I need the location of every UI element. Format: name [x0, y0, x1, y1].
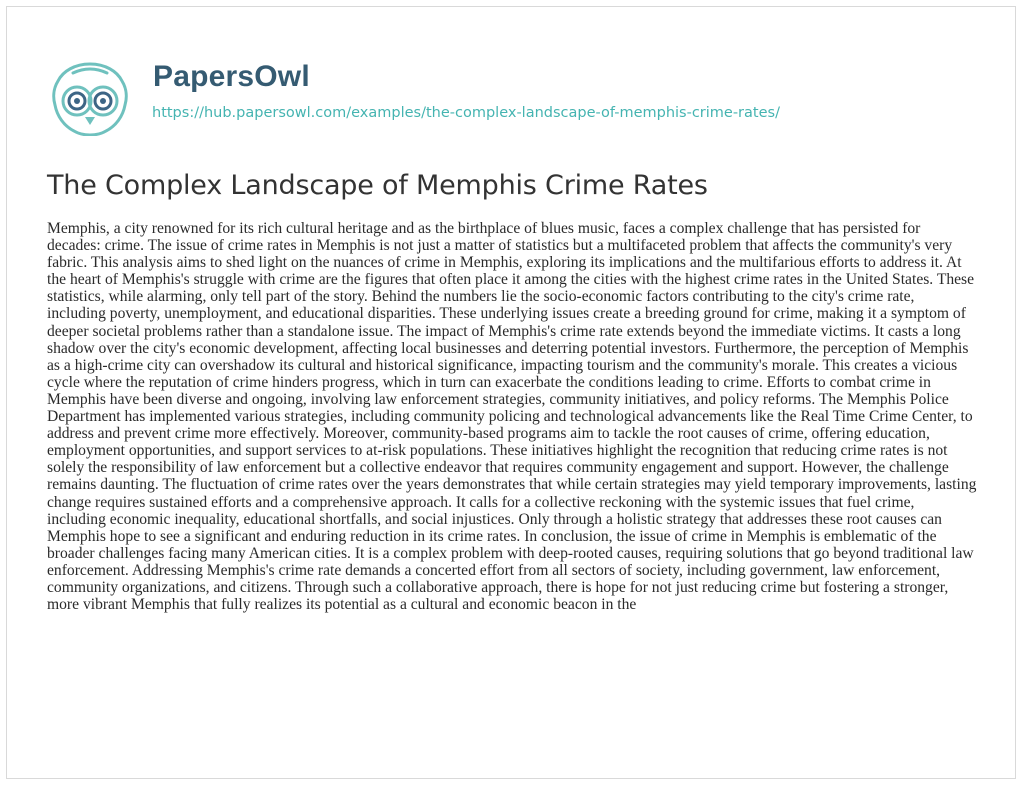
- essay-body: Memphis, a city renowned for its rich cultural heritage and as the birthplace of blues music, faces a complex challenge that has persisted for decades: crime. The issue of crime rates in Memphis is not just a matter of statistics but a multifaceted problem that affects the community's very fabric. This analysis aims to shed light on the nuances of crime in Memphis, exploring its implications and the multifarious efforts to address it. At the heart of Memphis's struggle with crime are the figures that often place it among the cities with the highest crime rates in the United States. These statistics, while alarming, only tell part of the story. Behind the numbers lie the socio-economic factors contributing to the city's crime rate, including poverty, unemployment, and educational disparities. These underlying issues create a breeding ground for crime, making it a symptom of deeper societal problems rather than a standalone issue. The impact of Memphis's crime rate extends beyond the immediate victims. It casts a long shadow over the city's economic development, affecting local businesses and deterring potential investors. Furthermore, the perception of Memphis as a high-crime city can overshadow its cultural and historical significance, impacting tourism and the community's morale. This creates a vicious cycle where the reputation of crime hinders progress, which in turn can exacerbate the conditions leading to crime. Efforts to combat crime in Memphis have been diverse and ongoing, involving law enforcement strategies, community initiatives, and policy reforms. The Memphis Police Department has implemented various strategies, including community policing and technological advancements like the Real Time Crime Center, to address and prevent crime more effectively. Moreover, community-based programs aim to tackle the root causes of crime, offering education, employment opportunities, and support services to at-risk populations. These initiatives highlight the recognition that reducing crime rates is not solely the responsibility of law enforcement but a collective endeavor that requires community engagement and support. However, the challenge remains daunting. The fluctuation of crime rates over the years demonstrates that while certain strategies may yield temporary improvements, lasting change requires sustained efforts and a comprehensive approach. It calls for a collective reckoning with the systemic issues that fuel crime, including economic inequality, educational shortfalls, and social injustices. Only through a holistic strategy that addresses these root causes can Memphis hope to see a significant and enduring reduction in its crime rates. In conclusion, the issue of crime in Memphis is emblematic of the broader challenges facing many American cities. It is a complex problem with deep-rooted causes, requiring solutions that go beyond traditional law enforcement. Addressing Memphis's crime rate demands a concerted effort from all sectors of society, including government, law enforcement, community organizations, and citizens. Through such a collaborative approach, there is hope for not just reducing crime but fostering a stronger, more vibrant Memphis that fully realizes its potential as a cultural and economic beacon in the: [47, 220, 977, 614]
- owl-face-icon[interactable]: [49, 60, 131, 136]
- brand-url-link[interactable]: https://hub.papersowl.com/examples/the-complex-landscape-of-memphis-crime-rates/: [152, 105, 780, 121]
- essay-title: The Complex Landscape of Memphis Crime Rates: [47, 170, 708, 201]
- site-header: [49, 56, 989, 136]
- brand-name[interactable]: PapersOwl: [153, 60, 310, 93]
